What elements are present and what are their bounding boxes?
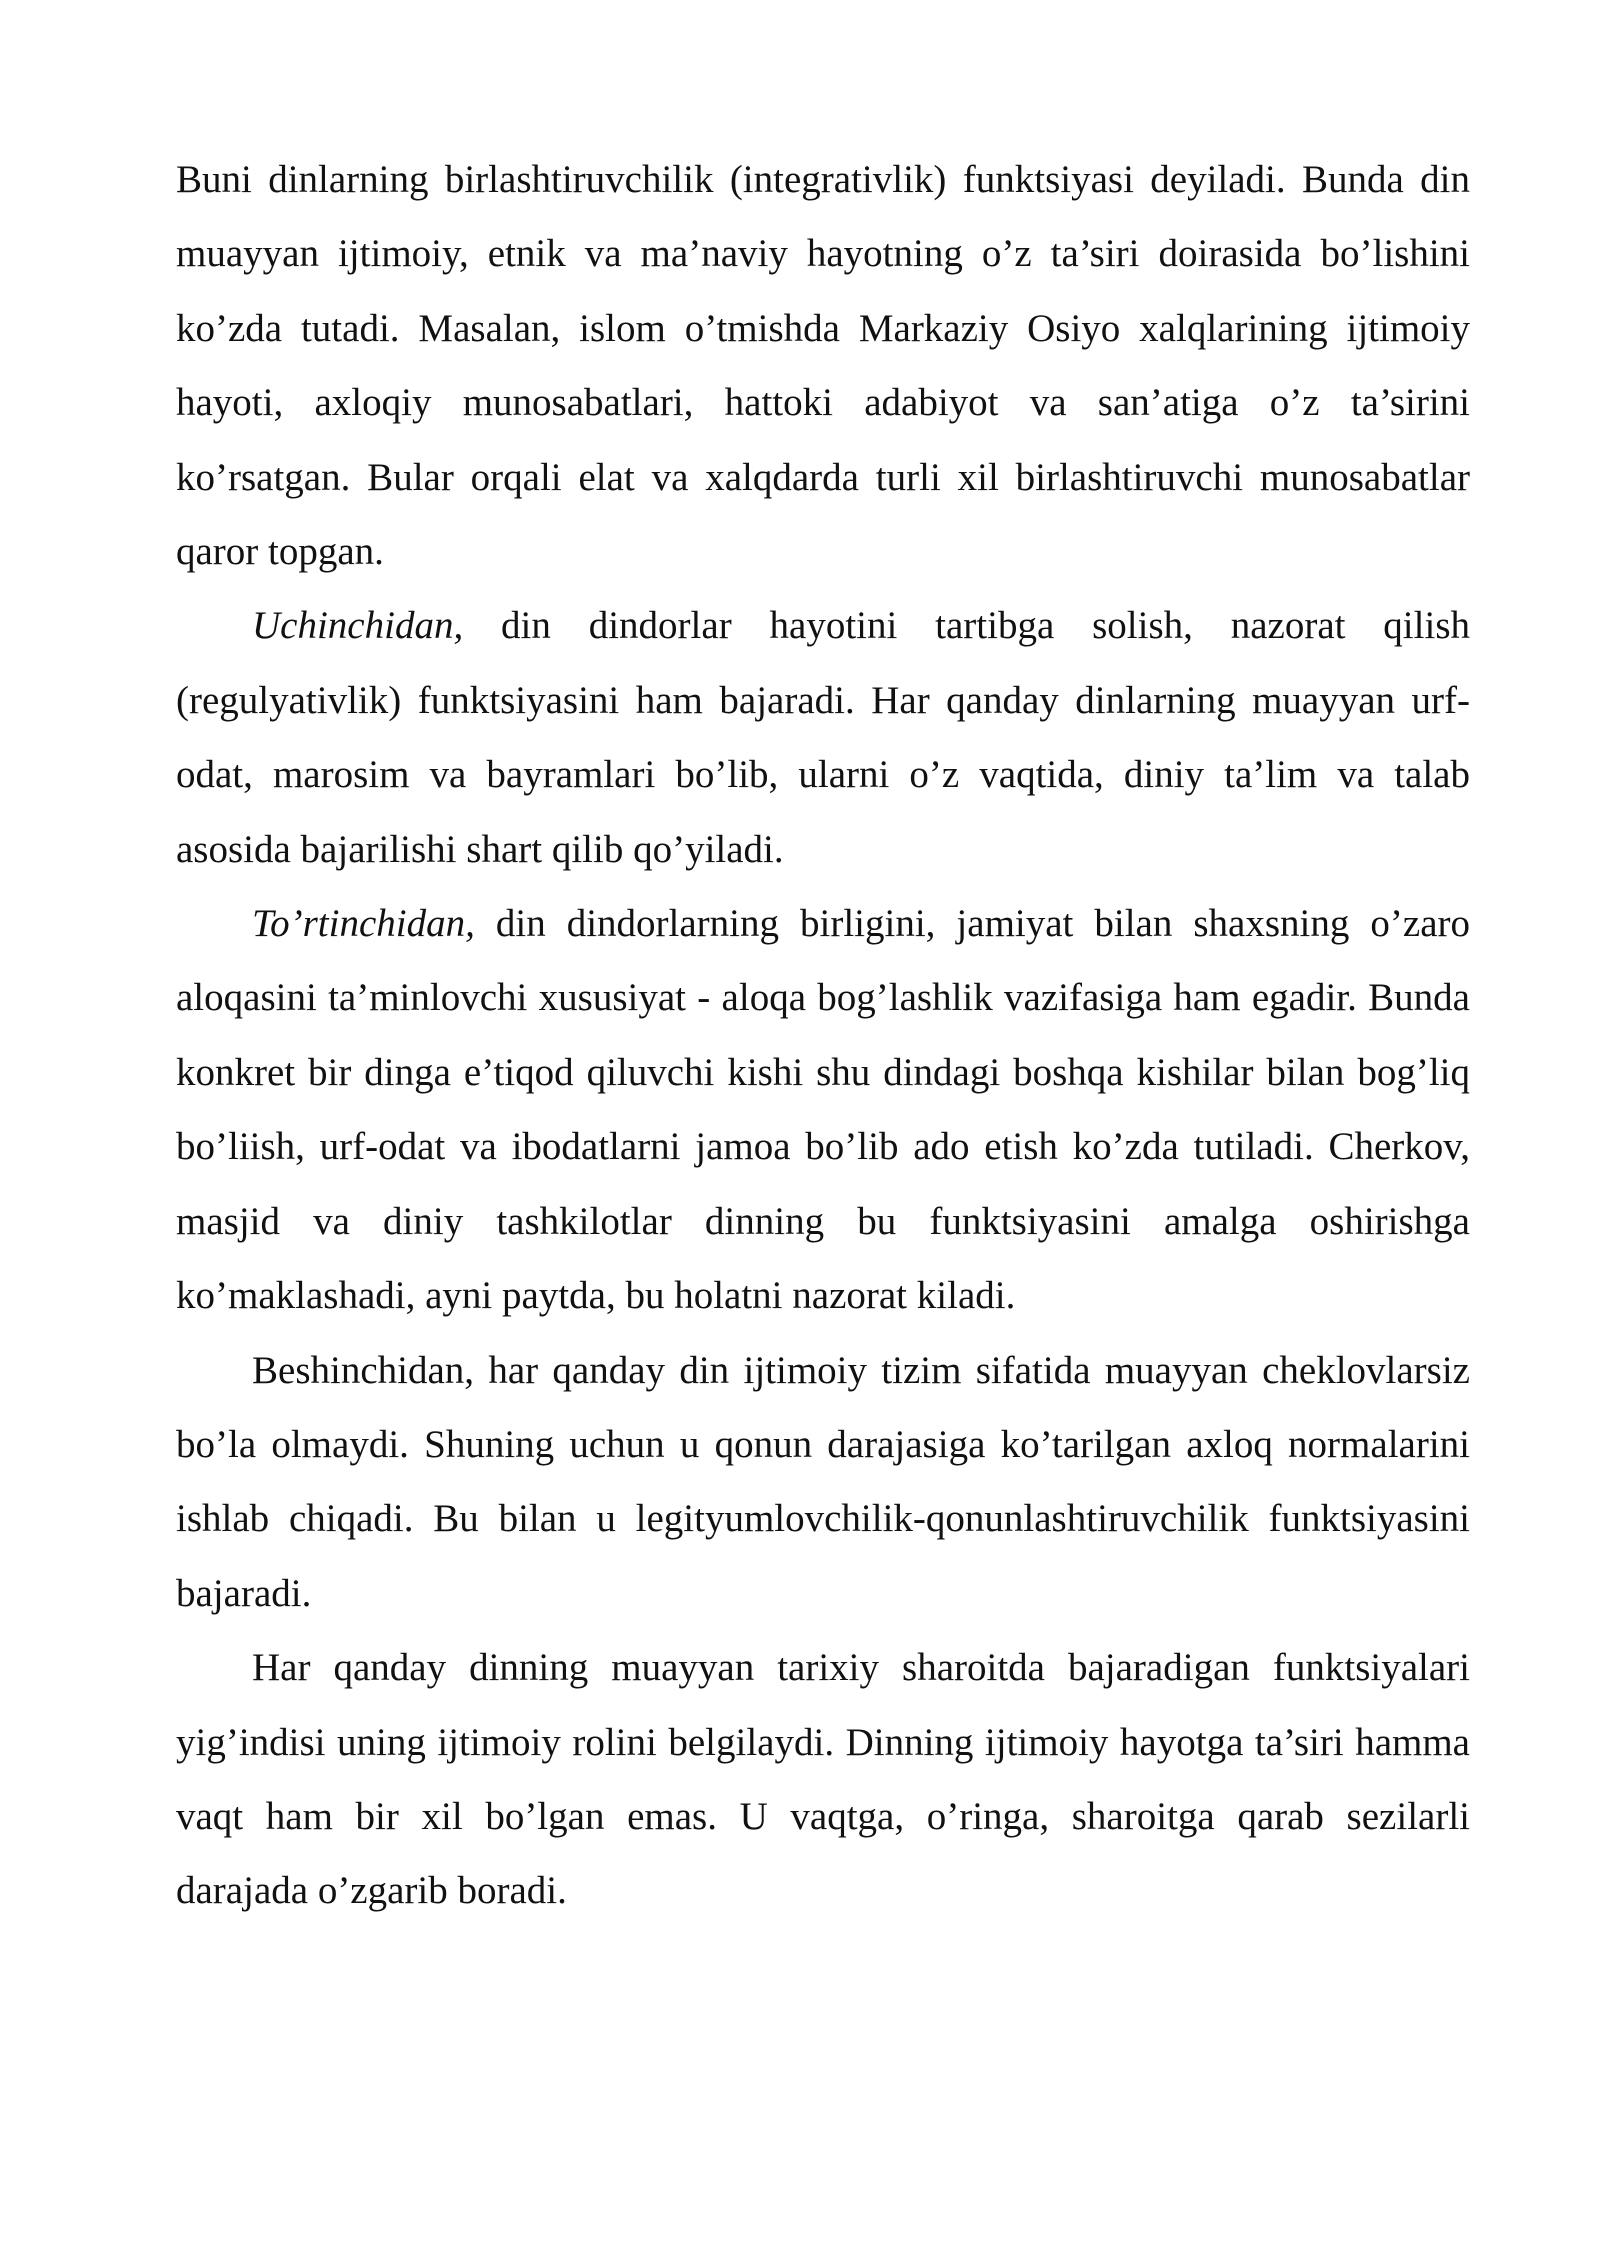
paragraph-text: din dindorlar hayotini tartibga solish, nazorat qilish (regulyativlik) funktsiyasini ham bajaradi. Har qanday dinlarning muayyan urf-odat, marosim va bayramlari bo’lib, ularni o’z vaqtida, diniy ta’lim va talab asosida bajarilishi shart qilib qo’yiladi.: [176, 604, 1470, 871]
paragraph-text: Har qanday dinning muayyan tarixiy sharoitda bajaradigan funktsiyalari yig’indisi uning ijtimoiy rolini belgilaydi. Dinning ijtimoiy hayotga ta’siri hamma vaqt ham bir xil bo’lgan emas. U vaqtga, o’ringa, sharoitga qarab sezilarli darajada o’zgarib boradi.: [176, 1646, 1470, 1913]
paragraph-legitimizing-function: [176, 1334, 1470, 1632]
paragraph-text: din dindorlarning birligini, jamiyat bilan shaxsning o’zaro aloqasini ta’minlovchi xususiyat - aloqa bog’lashlik vazifasiga ham egadir. Bunda konkret bir dinga e’tiqod qiluvchi kishi shu dindagi boshqa kishilar bilan bog’liq bo’liish, urf-odat va ibodatlarni jamoa bo’lib ado etish ko’zda tutiladi. Cherkov, masjid va diniy tashkilotlar dinning bu funktsiyasini amalga oshirishga ko’maklashadi, ayni paytda, bu holatni nazorat kiladi.: [176, 902, 1470, 1318]
paragraph-text: Beshinchidan, har qanday din ijtimoiy tizim sifatida muayyan cheklovlarsiz bo’la olmaydi. Shuning uchun u qonun darajasiga ko’tarilgan axloq normalarini ishlab chiqadi. Bu bilan u legityumlovchilik-qonunlashtiruvchilik funktsiyasini bajaradi.: [176, 1348, 1470, 1615]
paragraph-regulative-function: [176, 589, 1470, 887]
paragraph-social-role: [176, 1631, 1470, 1929]
paragraph-lead-italic: To’rtinchidan,: [252, 902, 475, 946]
paragraph-text: Buni dinlarning birlashtiruvchilik (integrativlik) funktsiyasi deyiladi. Bunda din muayyan ijtimoiy, etnik va ma’naviy hayotning o’z ta’siri doirasida bo’lishini ko’zda tutadi. Masalan, islom o’tmishda Markaziy Osiyo xalqlarining ijtimoiy hayoti, axloqiy munosabatlari, hattoki adabiyot va san’atiga o’z ta’sirini ko’rsatgan. Bular orqali elat va xalqdarda turli xil birlashtiruvchi munosabatlar qaror topgan.: [176, 158, 1470, 574]
paragraph-integrative-function: [176, 143, 1470, 589]
document-page: [176, 143, 1470, 1929]
paragraph-communicative-function: [176, 887, 1470, 1333]
paragraph-lead-italic: Uchinchidan,: [252, 604, 464, 648]
